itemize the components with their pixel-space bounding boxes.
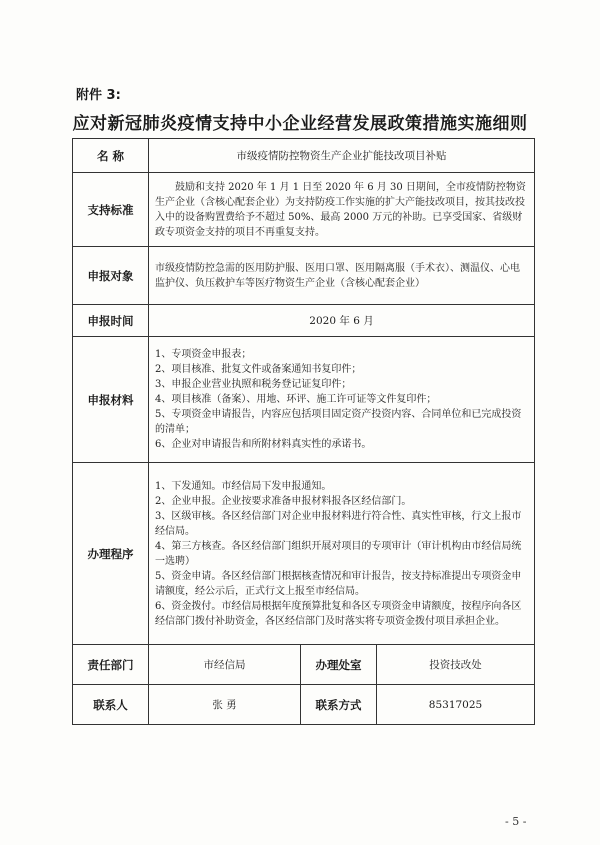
procedure-step: 1、下发通知。市经信局下发申报通知。 — [155, 480, 332, 492]
name-value: 市级疫情防控物资生产企业扩能技改项目补贴 — [149, 139, 535, 173]
support-text — [149, 173, 535, 247]
materials-item: 1、专项资金申报表； — [155, 349, 252, 360]
attachment-label: 附件 3: — [76, 88, 121, 103]
row-department — [73, 645, 535, 685]
row-contact — [73, 685, 535, 725]
target-label: 申报对象 — [73, 247, 149, 305]
materials-label: 申报材料 — [73, 337, 149, 463]
row-procedure — [73, 463, 535, 645]
procedure-step: 4、第三方核查。各区经信部门组织开展对项目的专项审计（审计机构由市经信局统一选聘） — [155, 540, 522, 567]
time-label: 申报时间 — [73, 305, 149, 337]
target-text: 市级疫情防控急需的医用防护服、医用口罩、医用隔离服（手术衣）、测温仪、心电监护仪、负压救护车等医疗物资生产企业（含核心配套企业） — [149, 247, 535, 305]
contact-value: 张 勇 — [149, 685, 301, 725]
materials-item: 3、申报企业营业执照和税务登记证复印件； — [155, 379, 352, 390]
procedure-label: 办理程序 — [73, 463, 149, 645]
page-number: - 5 - — [505, 815, 527, 828]
support-paragraph: 鼓励和支持 2020 年 1 月 1 日至 2020 年 6 月 30 日期间，全市疫情防控物资生产企业（含核心配套企业）为支持防疫工作实施的扩大产能技改项目，按其技改投入中的设备购置费给予不超过 50%、最高 2000 万元的补助。已享受国家、省级财政专项资金支持的项目不再重复支持。 — [155, 181, 526, 238]
name-label: 名 称 — [73, 139, 149, 173]
procedure-step: 5、资金申请。各区经信部门根据核查情况和审计报告，按支持标准提出专项资金申请额度，经公示后，正式行文上报至市经信局。 — [155, 570, 522, 597]
row-name — [73, 139, 535, 173]
materials-item: 5、专项资金申请报告，内容应包括项目固定资产投资内容、合同单位和已完成投资的清单； — [155, 409, 522, 435]
row-time — [73, 305, 535, 337]
row-target — [73, 247, 535, 305]
office-value: 投资技改处 — [377, 645, 535, 685]
materials-list — [149, 337, 535, 463]
materials-item: 6、企业对申请报告和所附材料真实性的承诺书。 — [155, 439, 372, 450]
procedure-step: 6、资金拨付。市经信局根据年度预算批复和各区专项资金申请额度，按程序向各区经信部门拨付补助资金，各区经信部门及时落实将专项资金拨付项目承担企业。 — [155, 600, 522, 627]
procedure-step: 2、企业申报。企业按要求准备申报材料报各区经信部门。 — [155, 495, 412, 507]
policy-table — [72, 138, 535, 725]
phone-label: 联系方式 — [301, 685, 377, 725]
contact-label: 联系人 — [73, 685, 149, 725]
dept-value: 市经信局 — [149, 645, 301, 685]
support-label: 支持标准 — [73, 173, 149, 247]
procedure-list — [149, 463, 535, 645]
phone-value: 85317025 — [377, 685, 535, 725]
time-value: 2020 年 6 月 — [149, 305, 535, 337]
materials-item: 2、项目核准、批复文件或备案通知书复印件； — [155, 364, 362, 375]
row-materials — [73, 337, 535, 463]
dept-label: 责任部门 — [73, 645, 149, 685]
office-label: 办理处室 — [301, 645, 377, 685]
procedure-step: 3、区级审核。各区经信部门对企业申报材料进行符合性、真实性审核，行文上报市经信局。 — [155, 510, 522, 537]
document-title: 应对新冠肺炎疫情支持中小企业经营发展政策措施实施细则 — [72, 114, 528, 134]
materials-item: 4、项目核准（备案）、用地、环评、施工许可证等文件复印件； — [155, 394, 437, 405]
row-support — [73, 173, 535, 247]
